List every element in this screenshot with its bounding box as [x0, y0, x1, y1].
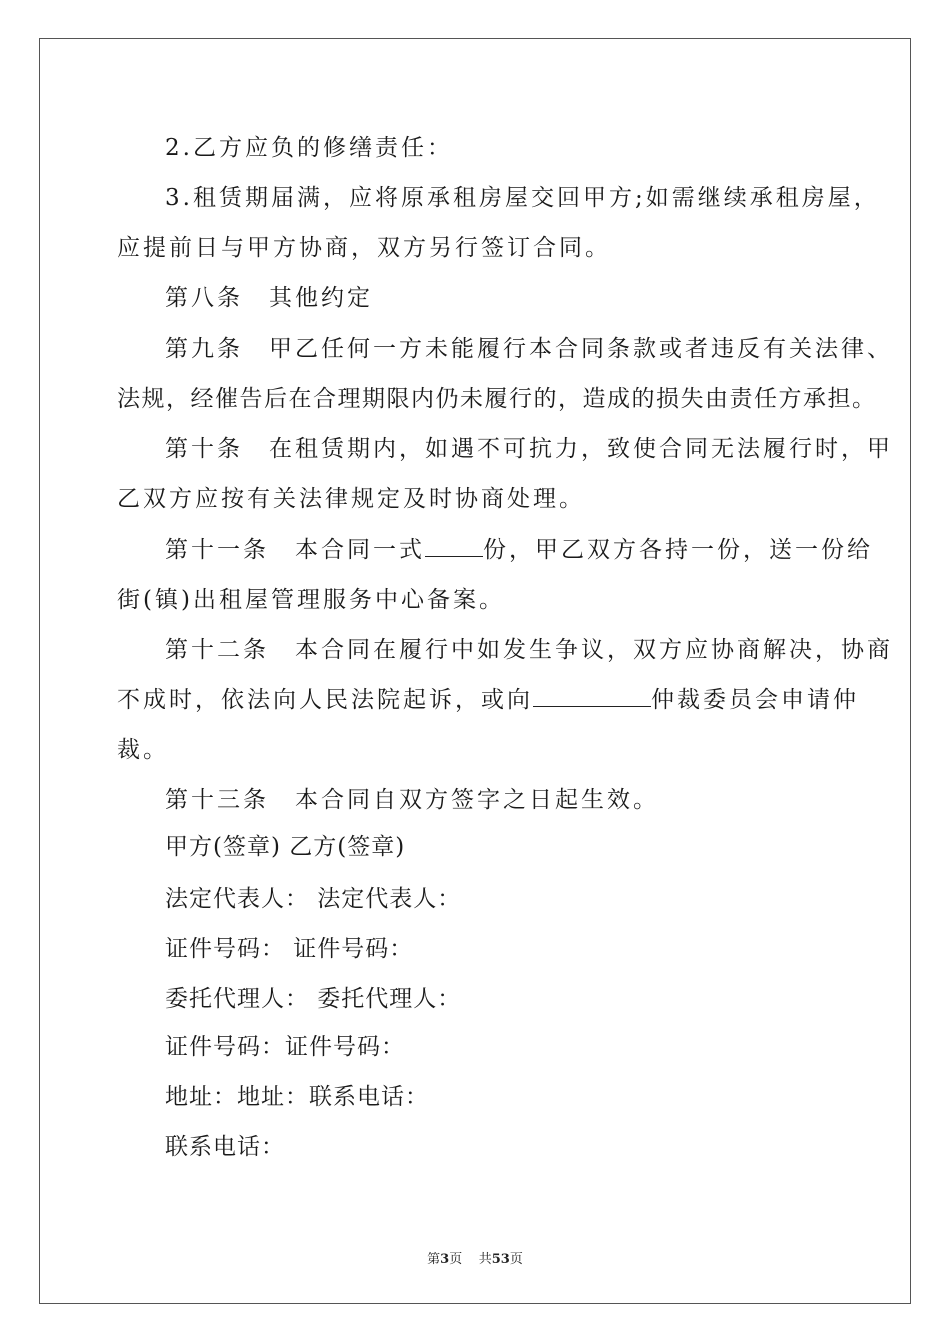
clause-text: 第十一条 本合同一式	[165, 537, 425, 563]
signature-line: 法定代表人： 法定代表人：	[165, 886, 462, 912]
paragraph-line: 法规，经催告后在合理期限内仍未履行的，造成的损失由责任方承担。	[117, 386, 877, 412]
paragraph-line	[117, 685, 859, 715]
page-footer	[0, 1248, 950, 1267]
paragraph-line: 3.租赁期届满，应将原承租房屋交回甲方;如需继续承租房屋，	[165, 185, 880, 211]
page-number: 3	[440, 1252, 450, 1267]
paragraph-line: 第九条 甲乙任何一方未能履行本合同条款或者违反有关法律、	[165, 336, 893, 362]
fill-in-blank[interactable]	[533, 686, 651, 707]
signature-line: 联系电话：	[165, 1134, 285, 1160]
total-label: 共	[478, 1252, 492, 1267]
clause-text: 份，甲乙双方各持一份，送一份给	[483, 537, 873, 563]
paragraph-line	[165, 535, 873, 565]
signature-line: 地址：地址：联系电话：	[165, 1084, 429, 1110]
total-label: 页	[509, 1252, 523, 1267]
signature-line: 甲方(签章) 乙方(签章)	[165, 834, 406, 860]
signature-line: 证件号码：证件号码：	[165, 1034, 405, 1060]
page-label: 页	[449, 1252, 463, 1267]
page-label: 第	[427, 1252, 441, 1267]
total-pages: 53	[491, 1252, 510, 1267]
paragraph-line: 第十条 在租赁期内，如遇不可抗力，致使合同无法履行时，甲	[165, 436, 893, 462]
paragraph-line: 裁。	[117, 737, 169, 763]
signature-line: 委托代理人： 委托代理人：	[165, 986, 462, 1012]
paragraph-line: 第十三条 本合同自双方签字之日起生效。	[165, 787, 659, 813]
fill-in-blank[interactable]	[425, 536, 483, 557]
section-heading: 第八条 其他约定	[165, 285, 373, 311]
paragraph-line: 应提前日与甲方协商，双方另行签订合同。	[117, 235, 611, 261]
page-border	[39, 38, 911, 1304]
paragraph-line: 2.乙方应负的修缮责任：	[165, 135, 453, 161]
paragraph-line: 第十二条 本合同在履行中如发生争议，双方应协商解决，协商	[165, 637, 893, 663]
clause-text: 仲裁委员会申请仲	[651, 687, 859, 713]
paragraph-line: 街(镇)出租屋管理服务中心备案。	[117, 587, 505, 613]
clause-text: 不成时，依法向人民法院起诉，或向	[117, 687, 533, 713]
signature-line: 证件号码： 证件号码：	[165, 936, 414, 962]
paragraph-line: 乙双方应按有关法律规定及时协商处理。	[117, 486, 585, 512]
